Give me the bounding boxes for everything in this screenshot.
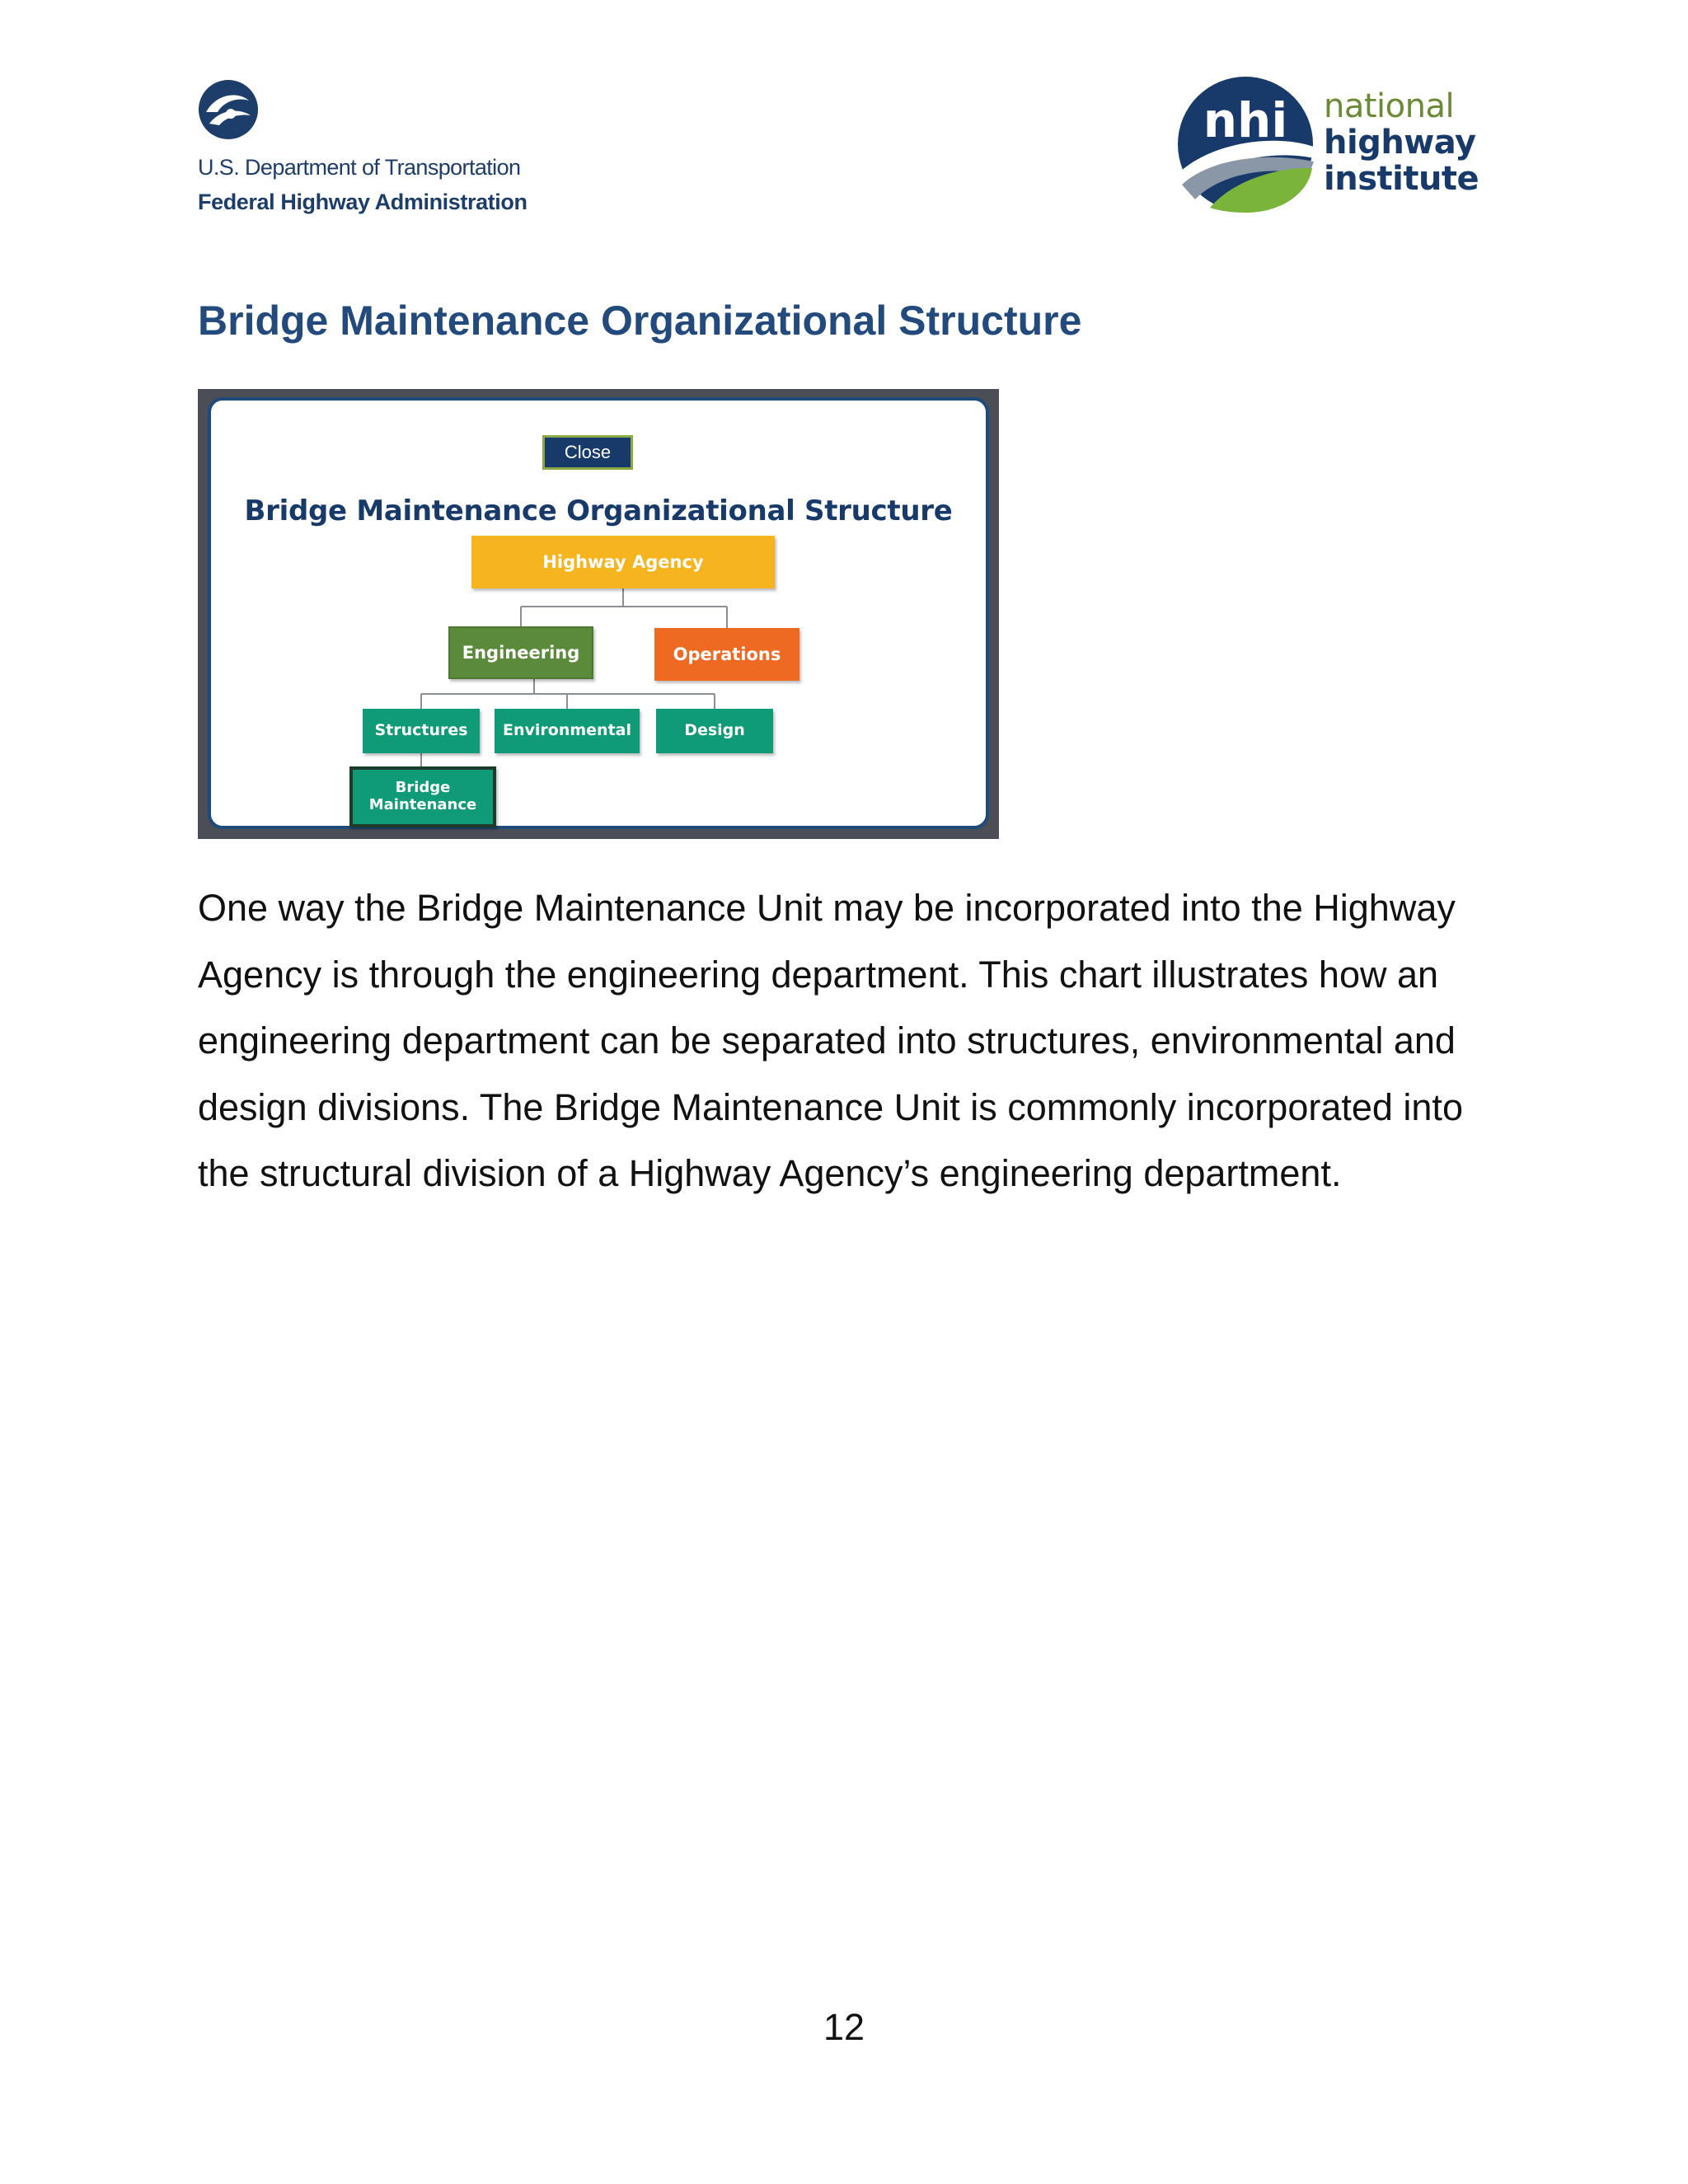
node-engineering: Engineering	[448, 626, 593, 679]
fhwa-name: Federal Highway Administration	[198, 190, 528, 214]
page-title: Bridge Maintenance Organizational Structure	[198, 298, 1082, 344]
nhi-mark-text: nhi	[1203, 92, 1288, 148]
usdot-emblem-icon	[198, 79, 259, 140]
node-design: Design	[656, 709, 773, 753]
close-button[interactable]: Close	[542, 435, 633, 470]
nhi-word-institute: institute	[1324, 160, 1479, 198]
node-operations: Operations	[654, 628, 799, 681]
figure-title: Bridge Maintenance Organizational Structure	[244, 494, 953, 527]
nhi-mark-icon	[1177, 76, 1314, 213]
usdot-fhwa-logo	[198, 79, 544, 219]
usdot-name: U.S. Department of Transportation	[198, 155, 521, 180]
nhi-word-highway: highway	[1324, 124, 1476, 162]
node-highway-agency: Highway Agency	[471, 536, 775, 588]
node-structures: Structures	[363, 709, 480, 753]
body-paragraph: One way the Bridge Maintenance Unit may be incorporated into the Highway Agency is through the engineering department. This chart illustrates how an engineering department can be separated into structures, environmental and design divisions. The Bridge Maintenance Unit is commonly incorporated into the structural division of a Highway Agency’s engineering department.	[198, 887, 1463, 1194]
page-number: 12	[823, 2006, 865, 2048]
nhi-logo	[1177, 76, 1490, 216]
node-bridge-maintenance: Bridge Maintenance	[349, 766, 496, 827]
node-environmental: Environmental	[495, 709, 640, 753]
nhi-word-national: national	[1324, 87, 1455, 125]
